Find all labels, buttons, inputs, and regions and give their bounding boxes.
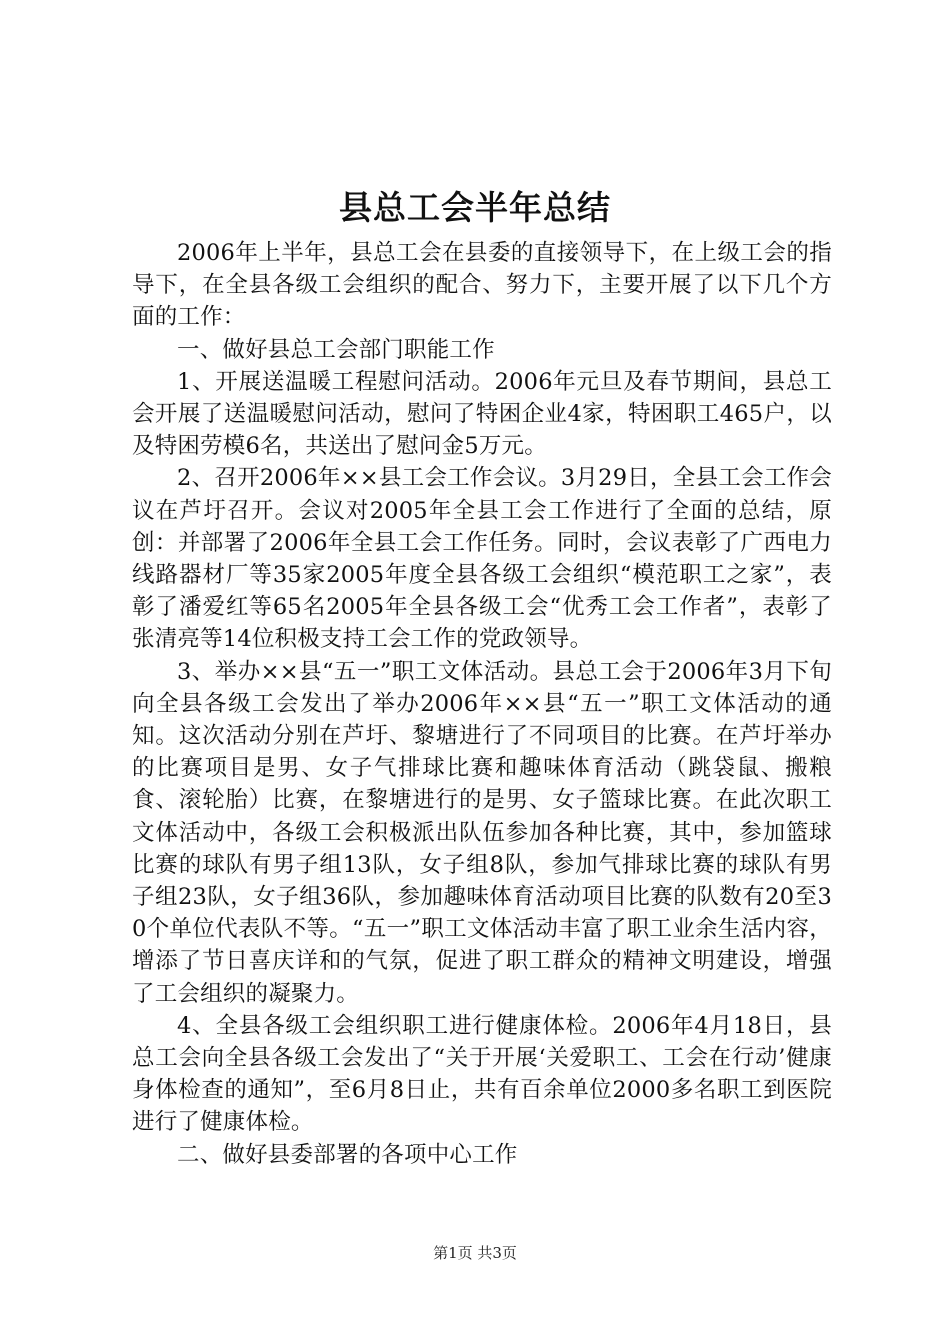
page-number-footer: 第1页 共3页 [433, 1244, 517, 1262]
paragraph-item-1: 1、开展送温暖工程慰问活动。2006年元旦及春节期间，县总工会开展了送温暖慰问活动，慰问了特困企业4家，特困职工465户，以及特困劳模6名，共送出了慰问金5万元。 [132, 368, 832, 460]
paragraph-item-3: 3、举办××县“五一”职工文体活动。县总工会于2006年3月下旬向全县各级工会发出了举办2006年××县“五一”职工文体活动的通知。这次活动分别在芦圩、黎塘进行了不同项目的比赛。在芦圩举办的比赛项目是男、女子气排球比赛和趣味体育活动（跳袋鼠、搬粮食、滚轮胎）比赛，在黎塘进行的是男、女子篮球比赛。在此次职工文体活动中，各级工会积极派出队伍参加各种比赛，其中，参加篮球比赛的球队有男子组13队，女子组8队，参加气排球比赛的球队有男子组23队，女子组36队，参加趣味体育活动项目比赛的队数有20至30个单位代表队不等。“五一”职工文体活动丰富了职工业余生活内容，增添了节日喜庆详和的气氛，促进了职工群众的精神文明建设，增强了工会组织的凝聚力。 [132, 658, 832, 1007]
section-heading-1: 一、做好县总工会部门职能工作 [177, 336, 495, 363]
paragraph-intro: 2006年上半年，县总工会在县委的直接领导下，在上级工会的指导下，在全县各级工会组织的配合、努力下，主要开展了以下几个方面的工作： [132, 240, 832, 331]
paragraph-item-4: 4、全县各级工会组织职工进行健康体检。2006年4月18日，县总工会向全县各级工会发出了“关于开展‘关爱职工、工会在行动’健康身体检查的通知”，至6月8日止，共有百余单位2000多名职工到医院进行了健康体检。 [132, 1012, 832, 1136]
document-body [132, 237, 832, 1171]
paragraph-item-2: 2、召开2006年××县工会工作会议。3月29日，全县工会工作会议在芦圩召开。会议对2005年全县工会工作进行了全面的总结，原创：并部署了2006年全县工会工作任务。同时，会议表彰了广西电力线路器材厂等35家2005年度全县各级工会组织“模范职工之家”，表彰了潘爱红等65名2005年全县各级工会“优秀工会工作者”，表彰了张清亮等14位积极支持工会工作的党政领导。 [132, 465, 832, 653]
document-title: 县总工会半年总结 [339, 188, 611, 227]
section-heading-2: 二、做好县委部署的各项中心工作 [177, 1141, 518, 1168]
